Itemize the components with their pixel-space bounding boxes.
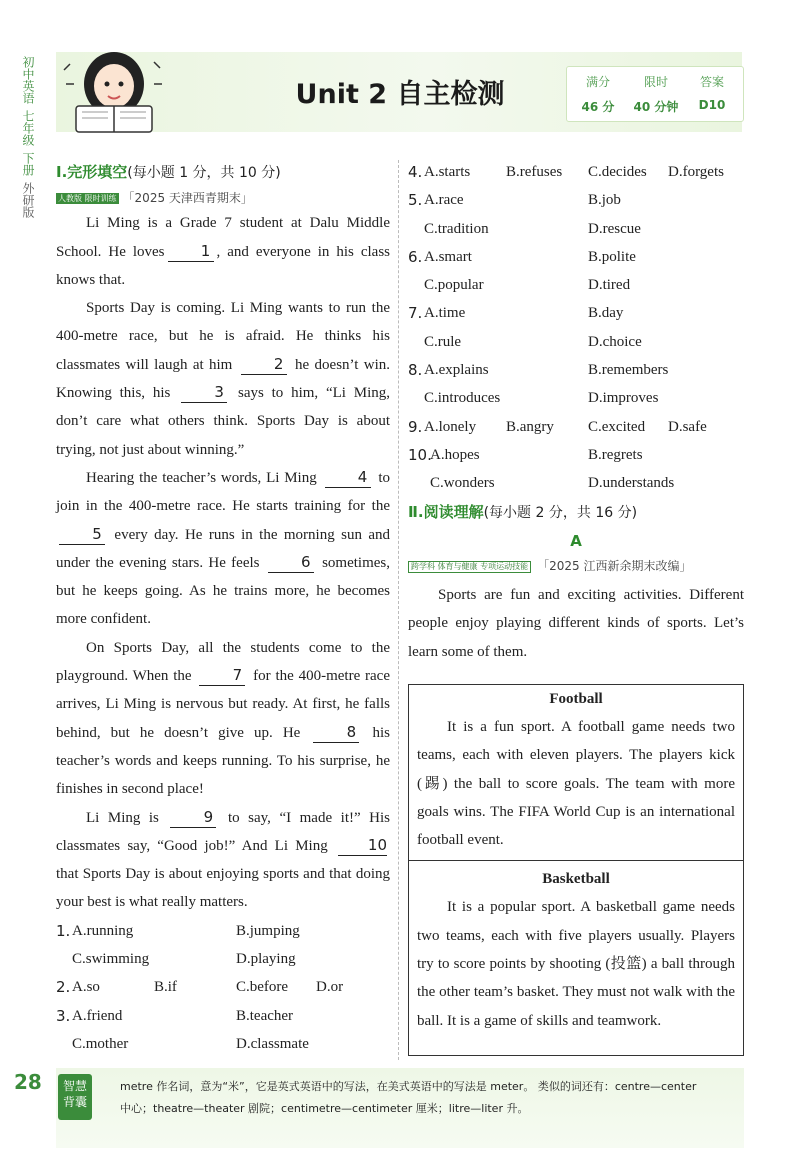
option-d[interactable]: D.playing	[236, 951, 296, 968]
basketball-text: It is a popular sport. A basketball game needs two teams, each with five players usually. Players try to score points by shooting (投篮) a ball through the other team’s basket. They must not walk with the ball. It is a game of skills and teamwork.	[417, 899, 735, 1029]
text-run: sometimes, but he keeps going. As he trains more, he becomes more confident.	[56, 554, 391, 628]
answer-blank[interactable]: 10	[338, 835, 387, 856]
side-tab-subject: 初中英语	[21, 56, 35, 104]
option-a[interactable]: A.smart	[424, 248, 472, 265]
option-c[interactable]: C.tradition	[424, 220, 489, 237]
right-column	[408, 158, 744, 666]
answer-blank[interactable]: 1	[168, 241, 214, 262]
passage-intro: Sports are fun and exciting activities. Different people enjoy playing different kinds of sports. Let’s learn some of them.	[408, 587, 744, 660]
page-title: Unit 2 自主检测	[295, 79, 505, 110]
option-row	[408, 186, 744, 214]
side-tab-edition: 外研版	[21, 182, 35, 218]
question-number: 4.	[408, 163, 423, 181]
meta-value: 40 分钟	[633, 100, 679, 114]
option-c[interactable]: C.mother	[72, 1035, 129, 1052]
text-run: his teacher’s words and keeps running. To his surprise, he finishes in second place!	[56, 724, 390, 798]
option-a[interactable]: A.friend	[72, 1007, 123, 1024]
option-d[interactable]: D.classmate	[236, 1035, 309, 1052]
meta-full-score	[569, 73, 627, 115]
side-tab-grade: 七年级	[21, 110, 35, 146]
answer-blank[interactable]: 9	[170, 807, 216, 828]
source-badge: 人教版 限时训练	[58, 194, 117, 204]
option-row	[56, 917, 390, 945]
option-c[interactable]: C.popular	[424, 277, 484, 294]
option-c[interactable]: C.decides	[588, 164, 647, 180]
option-row	[408, 299, 744, 327]
option-b[interactable]: B.regrets	[588, 446, 643, 463]
option-d[interactable]: D.understands	[588, 475, 675, 492]
text-run: every day. He runs in the morning sun and under the evening stars. He feels	[56, 526, 390, 571]
option-row	[408, 469, 744, 497]
text-run: he doesn’t win. Knowing this, his	[56, 356, 391, 402]
option-a[interactable]: A.lonely	[424, 418, 477, 435]
option-c[interactable]: C.before	[236, 979, 289, 996]
option-row	[408, 356, 744, 384]
passage-paragraph	[56, 294, 390, 464]
option-d[interactable]: D.or	[316, 979, 344, 996]
footer-tip-line: 中心；theatre—theater 剧院；centimetre—centimeter 厘米；litre—liter 升。	[120, 1102, 529, 1115]
option-a[interactable]: A.hopes	[430, 446, 480, 463]
section-2-heading	[408, 498, 744, 527]
question-number: 9.	[408, 417, 423, 436]
text-run: Sports Day is coming. Li Ming wants to run the 400-metre race, but he is afraid. He thinks his classmates will laugh at him	[56, 300, 390, 373]
answer-blank[interactable]: 8	[313, 722, 359, 743]
question-number: 1.	[56, 921, 71, 940]
interdisciplinary-badge: 跨学科 体育与健康 专项运动技能	[408, 561, 531, 573]
football-title: Football	[549, 691, 603, 707]
question-number: 5.	[408, 191, 423, 210]
page-number: 28	[14, 1070, 42, 1094]
footer-tip	[120, 1076, 740, 1120]
option-d[interactable]: D.improves	[588, 390, 659, 407]
footer-tip-line: metre 作名词，意为“米”，它是英式英语中的写法，在美式英语中的写法是 meter。 类似的词还有：centre—center	[120, 1080, 697, 1093]
basketball-title: Basketball	[542, 871, 610, 888]
text-run: to say, “I made it!” His classmates say, “Good job!” And Li Ming	[56, 809, 391, 854]
option-row	[408, 271, 744, 299]
text-run: Hearing the teacher’s words, Li Ming	[86, 469, 317, 486]
option-b[interactable]: B.day	[588, 305, 624, 322]
source-line	[56, 187, 390, 209]
left-column	[56, 158, 390, 1058]
text-run: says to him, “Li Ming, don’t care what others think. Sports Day is about trying, not just about winning.”	[56, 385, 391, 458]
section-1-note: (每小题 1 分，共 10 分)	[127, 165, 281, 181]
source-text: 「2025 江西新余期末改编」	[537, 559, 692, 574]
wisdom-tip-label: 智慧背囊	[58, 1074, 92, 1120]
question-number: 7.	[408, 304, 423, 323]
answer-blank[interactable]: 7	[199, 665, 245, 686]
question-number: 2.	[56, 978, 71, 997]
passage-paragraph	[56, 209, 390, 294]
reading-girl-illustration	[56, 40, 176, 140]
meta-time-limit	[627, 73, 685, 115]
option-a[interactable]: A.race	[424, 192, 464, 209]
answer-blank[interactable]: 6	[268, 552, 314, 573]
source-text: 「2025 天津西青期末」	[122, 191, 253, 206]
text-run: Li Ming is	[86, 809, 159, 826]
question-number: 10.	[408, 445, 432, 464]
option-d[interactable]: D.rescue	[588, 220, 641, 237]
option-row	[408, 243, 744, 271]
option-row	[56, 1030, 390, 1058]
option-a[interactable]: A.so	[72, 979, 100, 996]
option-row	[408, 158, 744, 186]
option-row	[56, 1002, 390, 1030]
meta-label: 满分	[585, 75, 610, 89]
option-row	[408, 215, 744, 243]
option-d[interactable]: D.choice	[588, 333, 642, 350]
option-row	[56, 973, 390, 1001]
option-d[interactable]: D.tired	[588, 277, 631, 294]
text-run: , and everyone in his class knows that.	[56, 243, 390, 288]
question-number: 6.	[408, 247, 423, 266]
passage-paragraph	[56, 804, 390, 917]
football-text: It is a fun sport. A football game needs two teams, each with eleven players. The players kick (踢) the ball to score goals. The team with more goals wins. The FIFA World Cup is an international football event.	[417, 719, 735, 849]
passage-label: A	[570, 531, 582, 550]
answer-blank[interactable]: 5	[59, 524, 105, 545]
meta-answer-ref	[683, 73, 741, 112]
meta-value: 46 分	[581, 100, 615, 114]
option-c[interactable]: C.excited	[588, 418, 646, 435]
side-tab-volume: 下册	[21, 152, 35, 176]
answer-blank[interactable]: 3	[181, 382, 227, 403]
option-row	[408, 328, 744, 356]
option-a[interactable]: A.explains	[424, 362, 489, 379]
option-row	[408, 413, 744, 441]
option-d[interactable]: D.safe	[668, 418, 707, 435]
option-c[interactable]: C.wonders	[430, 475, 495, 492]
option-b[interactable]: B.remembers	[588, 362, 669, 379]
question-number: 8.	[408, 361, 423, 380]
answer-blank[interactable]: 2	[241, 354, 287, 375]
text-run: to join in the 400-metre race. He starts training for the	[56, 469, 390, 515]
option-a[interactable]: A.time	[424, 305, 466, 322]
option-b[interactable]: B.jumping	[236, 922, 300, 939]
box-divider	[409, 860, 743, 861]
option-d[interactable]: D.forgets	[668, 164, 724, 180]
side-tab	[14, 56, 42, 218]
text-run: for the 400-metre race arrives, Li Ming is nervous but ready. At first, he falls behind, but he doesn’t give up. He	[56, 668, 391, 741]
option-c[interactable]: C.introduces	[424, 390, 501, 407]
column-divider	[398, 160, 399, 1060]
text-run: Li Ming is a Grade 7 student at Dalu Middle School. He loves	[56, 215, 390, 260]
exam-meta-box	[566, 66, 744, 122]
section-1-title: Ⅰ.完形填空	[56, 163, 128, 181]
sports-info-box	[408, 684, 744, 1056]
option-row	[408, 384, 744, 412]
text-run: On Sports Day, all the students come to the playground. When the	[56, 639, 390, 685]
question-number: 3.	[56, 1006, 71, 1025]
source-line	[408, 555, 744, 577]
option-c[interactable]: C.rule	[424, 333, 462, 350]
meta-label: 答案	[699, 75, 724, 89]
section-1-heading	[56, 158, 390, 187]
option-b[interactable]: B.if	[154, 979, 177, 996]
option-b[interactable]: B.job	[588, 192, 621, 209]
option-b[interactable]: B.polite	[588, 248, 636, 265]
text-run: that Sports Day is about enjoying sports and that doing your best is what really matters.	[56, 866, 390, 911]
meta-value: D10	[698, 98, 726, 112]
option-row	[56, 945, 390, 973]
passage-paragraph	[56, 464, 390, 634]
option-b[interactable]: B.angry	[506, 418, 554, 435]
option-a[interactable]: A.running	[72, 922, 134, 939]
option-row	[408, 441, 744, 469]
option-a[interactable]: A.starts	[424, 164, 471, 180]
meta-label: 限时	[643, 75, 668, 89]
section-2-note: (每小题 2 分，共 16 分)	[483, 504, 638, 521]
passage-paragraph	[56, 634, 390, 804]
option-c[interactable]: C.swimming	[72, 951, 150, 968]
option-b[interactable]: B.teacher	[236, 1007, 294, 1024]
section-2-title: Ⅱ.阅读理解	[408, 502, 484, 521]
option-b[interactable]: B.refuses	[506, 164, 563, 180]
answer-blank[interactable]: 4	[325, 467, 371, 488]
